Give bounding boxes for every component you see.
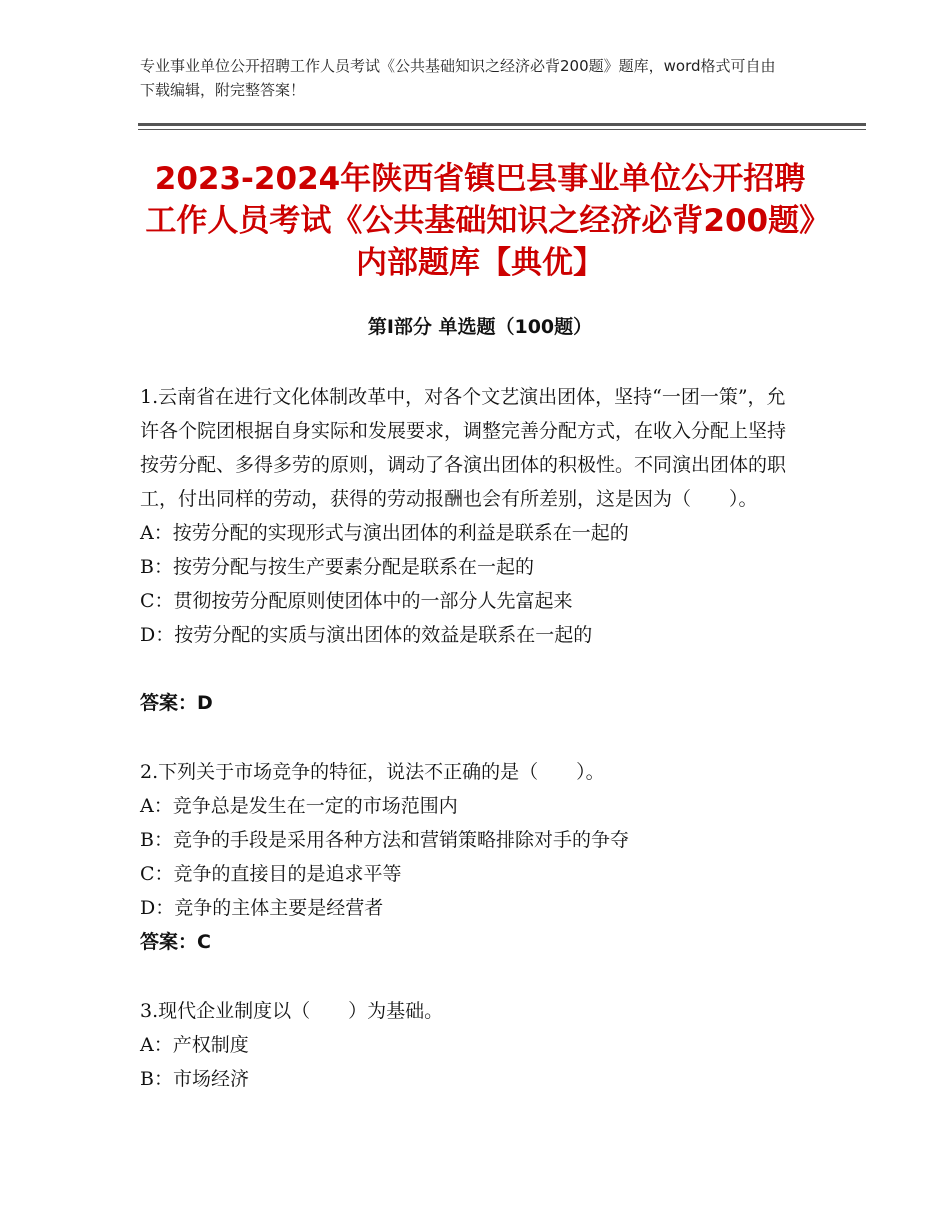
question-stem: 2.下列关于市场竞争的特征，说法不正确的是（ ）。	[140, 761, 605, 783]
option-a: A：产权制度	[140, 1034, 249, 1056]
question-3	[140, 994, 800, 1096]
option-a: A：竞争总是发生在一定的市场范围内	[140, 795, 458, 817]
question-stem: 1.云南省在进行文化体制改革中，对各个文艺演出团体，坚持“一团一策”，允许各个院团根据自身实际和发展要求，调整完善分配方式，在收入分配上坚持按劳分配、多得多劳的原则，调动了各演出团体的积极性。不同演出团体的职工，付出同样的劳动，获得的劳动报酬也会有所差别，这是因为（ ）。	[140, 386, 787, 510]
document-title: 2023-2024年陕西省镇巴县事业单位公开招聘工作人员考试《公共基础知识之经济必背200题》内部题库【典优】	[145, 161, 815, 281]
answer-2: 答案：C	[140, 931, 211, 953]
option-c: C：竞争的直接目的是追求平等	[140, 863, 402, 885]
question-2	[140, 755, 800, 925]
option-d: D：竞争的主体主要是经营者	[140, 897, 384, 919]
section-title: 第Ⅰ部分 单选题（100题）	[367, 316, 593, 338]
option-d: D：按劳分配的实质与演出团体的效益是联系在一起的	[140, 624, 593, 646]
option-c: C：贯彻按劳分配原则使团体中的一部分人先富起来	[140, 590, 573, 612]
header-rule-thin	[138, 129, 866, 130]
answer-1: 答案：D	[140, 692, 213, 714]
option-b: B：市场经济	[140, 1068, 249, 1090]
option-b: B：竞争的手段是采用各种方法和营销策略排除对手的争夺	[140, 829, 629, 851]
header-note: 专业事业单位公开招聘工作人员考试《公共基础知识之经济必背200题》题库，word格式可自由下载编辑，附完整答案！	[140, 57, 776, 99]
question-stem: 3.现代企业制度以（ ）为基础。	[140, 1000, 444, 1022]
option-b: B：按劳分配与按生产要素分配是联系在一起的	[140, 556, 534, 578]
header-rule-thick	[138, 123, 866, 126]
question-1	[140, 380, 800, 652]
option-a: A：按劳分配的实现形式与演出团体的利益是联系在一起的	[140, 522, 629, 544]
